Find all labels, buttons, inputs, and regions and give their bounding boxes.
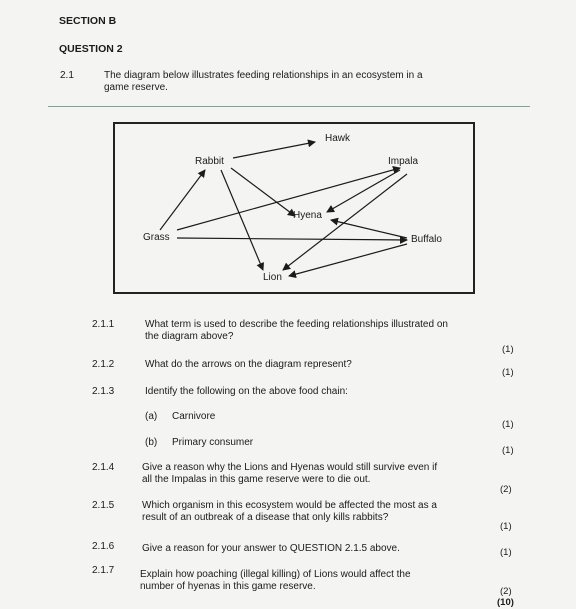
node-rabbit: Rabbit [195,156,224,167]
q-2-1-1-line-2: the diagram above? [145,331,234,342]
q-2-1-7-line-1: Explain how poaching (illegal killing) of Lions would affect the [140,569,411,580]
arrow-rabbit-hawk [233,142,315,158]
arrow-buffalo-lion [289,244,407,276]
q-2-1-5-marks: (1) [500,521,512,532]
arrow-grass-buffalo [177,238,407,240]
q-2-1-1-marks: (1) [502,344,514,355]
q-2-1-5-line-2: result of an outbreak of a disease that only kills rabbits? [142,512,389,523]
arrow-grass-rabbit [160,170,205,230]
total-marks: (10) [497,597,514,608]
q-2-1-6-line-1: Give a reason for your answer to QUESTION 2.1.5 above. [142,543,400,554]
q-2-1-7-line-2: number of hyenas in this game reserve. [140,581,316,592]
q-2-1-3b-number: (b) [145,437,158,448]
q-2-1-5-number: 2.1.5 [92,500,115,511]
q-2-1-2-marks: (1) [502,367,514,378]
arrow-buffalo-hyena [331,220,407,238]
divider [48,106,530,107]
q-2-1-1-line-1: What term is used to describe the feeding relationships illustrated on [145,319,448,330]
q-2-1-3a-line-1: Carnivore [172,411,216,422]
intro-line-2: game reserve. [104,82,168,93]
arrow-rabbit-lion [221,170,263,270]
arrow-rabbit-hyena [231,168,295,216]
q-2-1-4-line-1: Give a reason why the Lions and Hyenas would still survive even if [142,462,438,473]
q-2-1-4-number: 2.1.4 [92,462,115,473]
node-impala: Impala [388,156,419,167]
q-2-1-3b-line-1: Primary consumer [172,437,254,448]
node-hawk: Hawk [325,133,351,144]
q-2-1-2-number: 2.1.2 [92,359,115,370]
arrow-impala-lion [283,174,407,270]
q-2-1-1-number: 2.1.1 [92,319,115,330]
q-2-1-3-line-1: Identify the following on the above food chain: [145,386,348,397]
section-heading: SECTION B [59,15,117,27]
node-grass: Grass [143,232,170,243]
q-2-1-4-marks: (2) [500,484,512,495]
node-lion: Lion [263,272,282,283]
q-2-1-5-line-1: Which organism in this ecosystem would be affected the most as a [142,500,437,511]
q-2-1-7-marks: (2) [500,586,512,597]
q-2-1-3-number: 2.1.3 [92,386,115,397]
q-2-1-3a-number: (a) [145,411,158,422]
q-2-1-6-number: 2.1.6 [92,541,115,552]
arrow-grass-impala [177,168,400,230]
question-heading: QUESTION 2 [59,43,123,55]
intro-number: 2.1 [60,70,74,81]
node-buffalo: Buffalo [411,234,442,245]
arrow-impala-hyena [327,170,400,212]
food-web-arrows [115,124,473,292]
q-2-1-4-line-2: all the Impalas in this game reserve were to die out. [142,474,371,485]
food-web-diagram [113,122,475,294]
node-hyena: Hyena [293,210,322,221]
q-2-1-3a-marks: (1) [502,419,514,430]
q-2-1-2-line-1: What do the arrows on the diagram represent? [145,359,352,370]
q-2-1-6-marks: (1) [500,547,512,558]
q-2-1-7-number: 2.1.7 [92,565,115,576]
q-2-1-3b-marks: (1) [502,445,514,456]
intro-line-1: The diagram below illustrates feeding relationships in an ecosystem in a [104,70,423,81]
